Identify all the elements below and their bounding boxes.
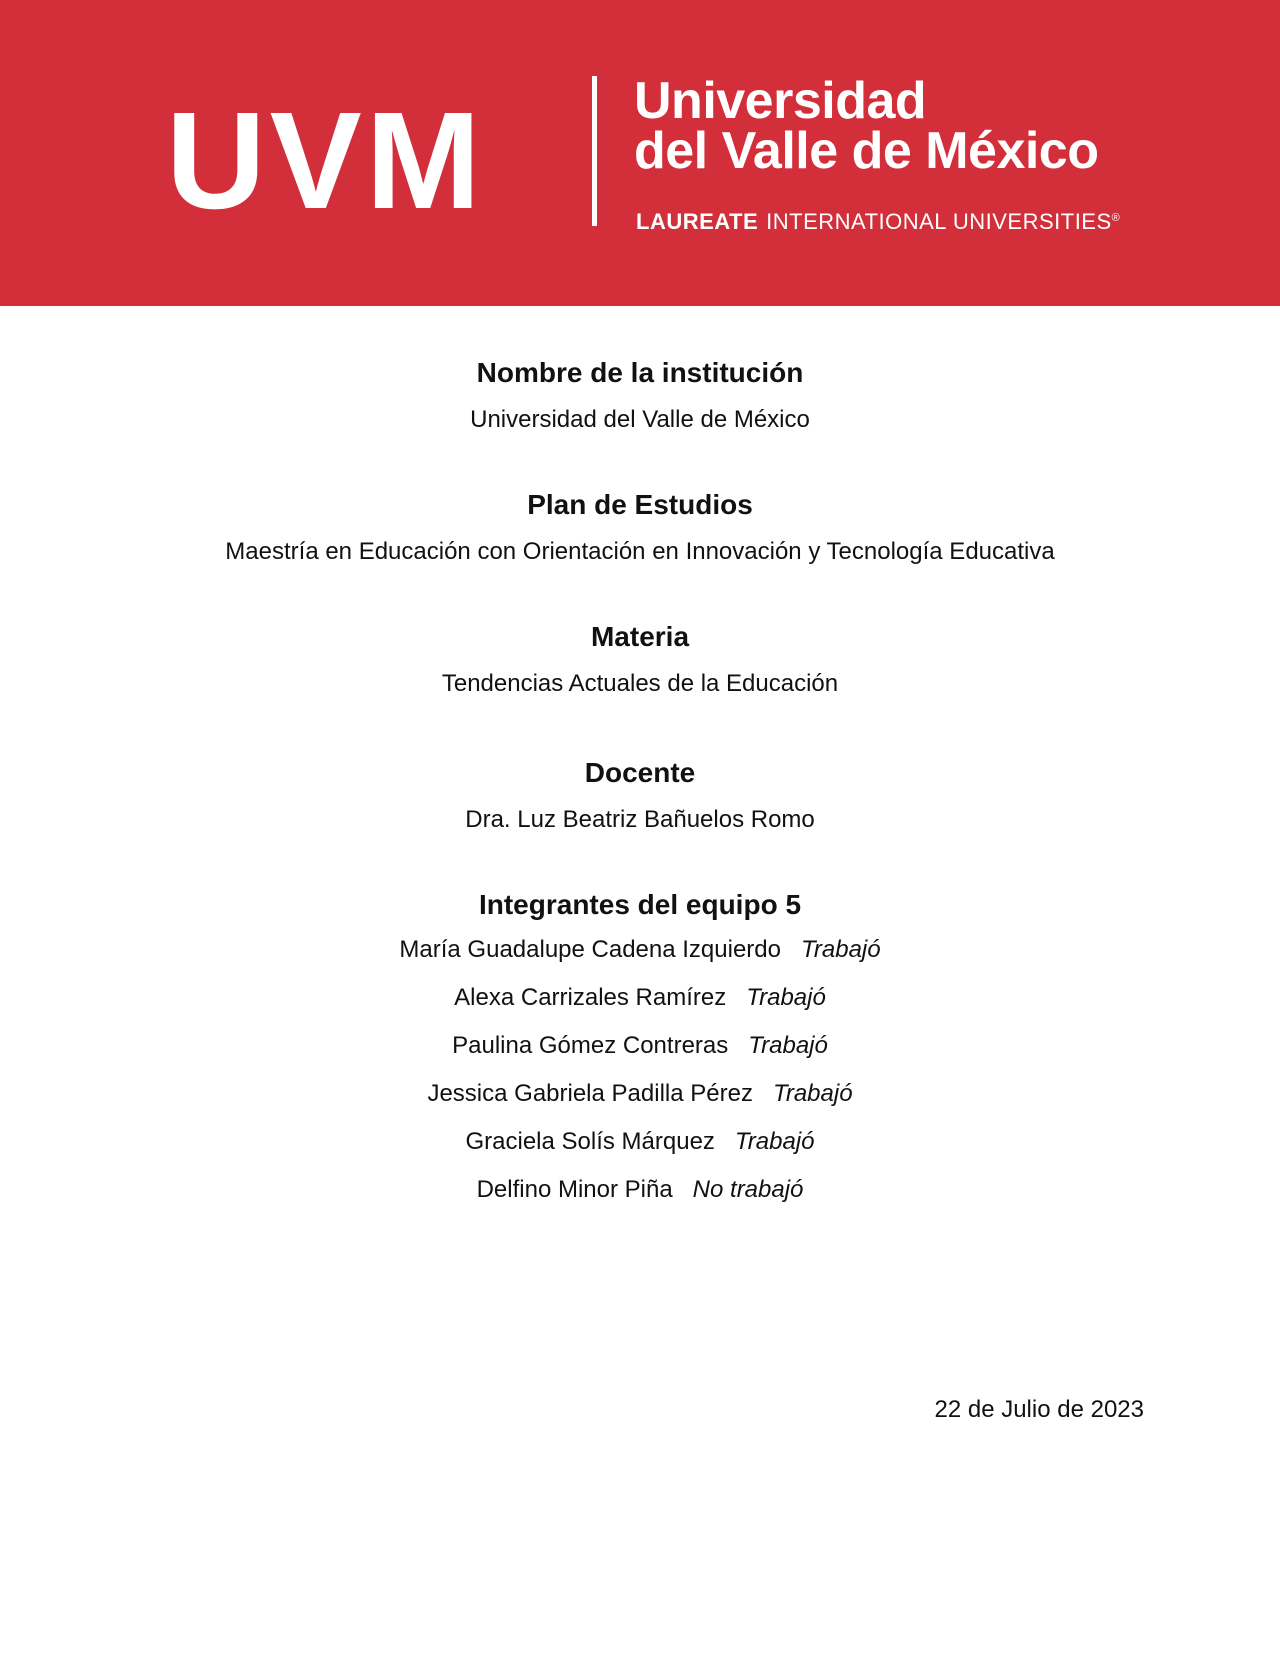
logo-divider [592,76,597,226]
subject-heading: Materia [590,621,690,652]
tagline-laureate: LAUREATE [636,209,759,234]
member-status: No trabajó [692,1176,804,1203]
header-banner [0,0,1280,306]
plan-section [0,487,1280,567]
team-heading: Integrantes del equipo 5 [478,889,802,920]
team-member [0,1175,1280,1205]
tagline-rest: INTERNATIONAL UNIVERSITIES [766,209,1112,234]
institution-value: Universidad del Valle de México [470,406,810,433]
member-name: Delfino Minor Piña [476,1176,673,1203]
member-status: Trabajó [734,1128,815,1155]
document-date: 22 de Julio de 2023 [934,1396,1144,1423]
teacher-heading: Docente [584,757,696,788]
team-member [0,1079,1280,1109]
team-member [0,1031,1280,1061]
member-status: Trabajó [748,1032,828,1059]
member-status: Trabajó [801,936,881,963]
subject-value: Tendencias Actuales de la Educación [441,670,839,697]
registered-mark: ® [1111,212,1121,224]
institution-section [0,355,1280,435]
member-name: Graciela Solís Márquez [465,1128,715,1155]
member-name: Paulina Gómez Contreras [452,1032,729,1059]
member-name: Alexa Carrizales Ramírez [454,984,727,1011]
subject-section [0,619,1280,699]
teacher-section [0,755,1280,835]
team-member [0,983,1280,1013]
member-status: Trabajó [746,984,826,1011]
team-member [0,935,1280,965]
cover-content [0,355,1280,1257]
university-name-line1: Universidad [634,72,927,130]
plan-value: Maestría en Educación con Orientación en Innovación y Tecnología Educativa [225,538,1055,565]
teacher-value: Dra. Luz Beatriz Bañuelos Romo [465,806,815,833]
member-name: María Guadalupe Cadena Izquierdo [399,936,781,963]
team-member-list [0,935,1280,1205]
uvm-logo-mark: UVM [166,84,485,238]
university-name-line2: del Valle de México [634,122,1099,180]
team-member [0,1127,1280,1157]
university-logo-name [634,72,1099,180]
logo-tagline [636,206,1120,234]
plan-heading: Plan de Estudios [527,489,753,520]
institution-heading: Nombre de la institución [476,357,804,388]
team-section [0,887,1280,1205]
member-name: Jessica Gabriela Padilla Pérez [427,1080,753,1107]
member-status: Trabajó [772,1080,853,1107]
